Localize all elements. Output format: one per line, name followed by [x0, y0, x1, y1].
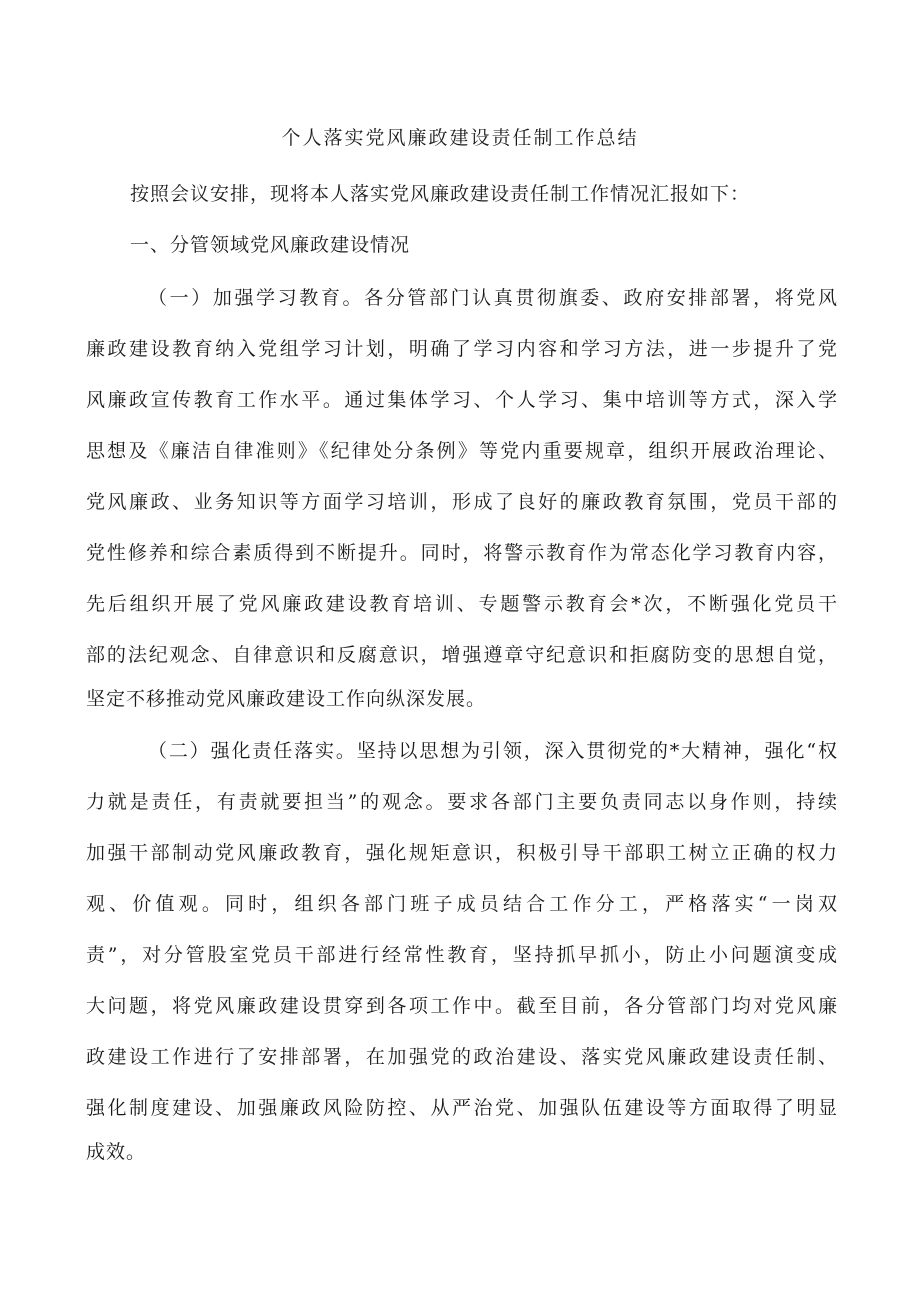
paragraph-line: 成效。	[86, 1141, 147, 1163]
paragraph-line: 党风廉政、业务知识等方面学习培训，形成了良好的廉政教育氛围，党员干部的	[86, 491, 838, 513]
paragraph-line: 风廉政宣传教育工作水平。通过集体学习、个人学习、集中培训等方式，深入学	[86, 389, 838, 411]
section-heading: 一、分管领域党风廉政建设情况	[130, 234, 411, 256]
paragraph-line: 部的法纪观念、自律意识和反腐意识，增强遵章守纪意识和拒腐防变的思想自觉，	[86, 644, 838, 666]
paragraph-line: 力就是责任，有责就要担当”的观念。要求各部门主要负责同志以身作则，持续	[86, 791, 838, 813]
intro-paragraph: 按照会议安排，现将本人落实党风廉政建设责任制工作情况汇报如下：	[130, 183, 751, 205]
paragraph-line: 大问题，将党风廉政建设贯穿到各项工作中。截至目前，各分管部门均对党风廉	[86, 995, 838, 1017]
paragraph-line: 政建设工作进行了安排部署，在加强党的政治建设、落实党风廉政建设责任制、	[86, 1046, 838, 1068]
paragraph-line: 先后组织开展了党风廉政建设教育培训、专题警示教育会*次，不断强化党员干	[86, 593, 838, 615]
paragraph-line: 廉政建设教育纳入党组学习计划，明确了学习内容和学习方法，进一步提升了党	[86, 338, 838, 360]
paragraph-line: （一）加强学习教育。各分管部门认真贯彻旗委、政府安排部署，将党风	[148, 287, 838, 309]
paragraph-line: （二）强化责任落实。坚持以思想为引领，深入贯彻党的*大精神，强化“权	[148, 740, 838, 762]
paragraph-line: 强化制度建设、加强廉政风险防控、从严治党、加强队伍建设等方面取得了明显	[86, 1097, 838, 1119]
paragraph-line: 责”，对分管股室党员干部进行经常性教育，坚持抓早抓小，防止小问题演变成	[86, 944, 838, 966]
paragraph-line: 党性修养和综合素质得到不断提升。同时，将警示教育作为常态化学习教育内容，	[86, 542, 838, 564]
paragraph-line: 观、价值观。同时，组织各部门班子成员结合工作分工，严格落实“一岗双	[86, 893, 838, 915]
paragraph-line: 思想及《廉洁自律准则》《纪律处分条例》等党内重要规章，组织开展政治理论、	[86, 440, 838, 462]
paragraph-line: 坚定不移推动党风廉政建设工作向纵深发展。	[86, 688, 487, 710]
document-title: 个人落实党风廉政建设责任制工作总结	[281, 127, 639, 149]
paragraph-line: 加强干部制动党风廉政教育，强化规矩意识，积极引导干部职工树立正确的权力	[86, 842, 838, 864]
